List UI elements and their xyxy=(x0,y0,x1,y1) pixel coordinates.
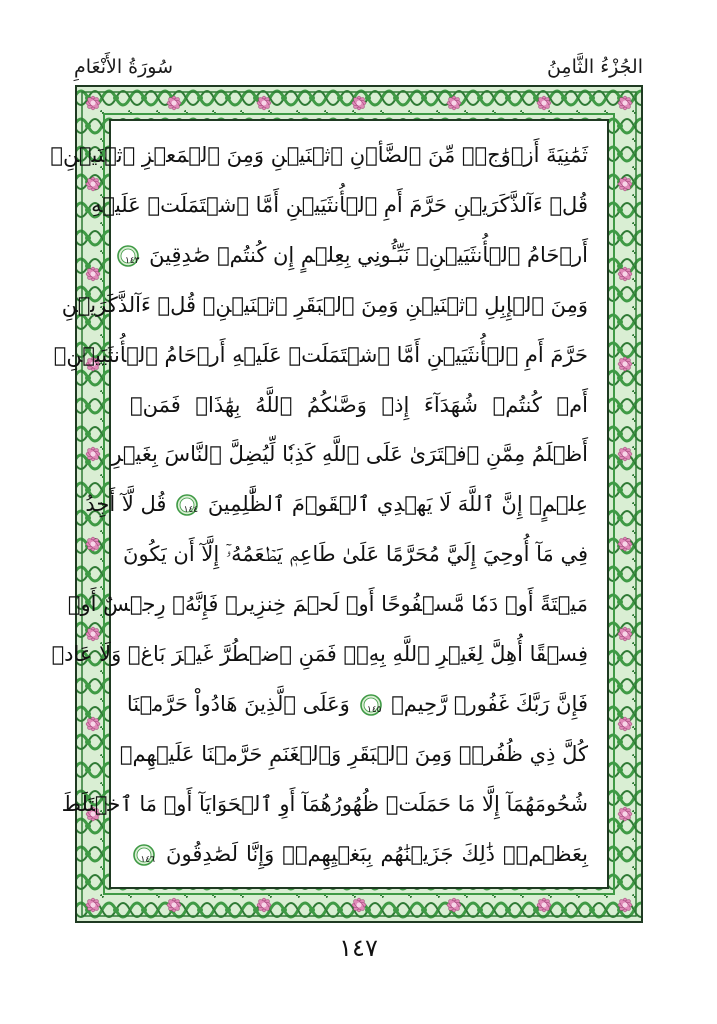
verse-line xyxy=(61,779,588,829)
verse-text: وَمِنَ ٱلۡإِبِلِ ٱثۡنَيۡنِ وَمِنَ ٱلۡبَقَرِ ٱثۡنَيۡنِۗ قُلۡ ءَآلذَّكَرَيۡنِ xyxy=(61,292,588,317)
flower-ornament xyxy=(257,96,271,110)
verse-text: كُلَّ ذِي ظُفُرٖۖ وَمِنَ ٱلۡبَقَرِ وَٱلۡغَنَمِ حَرَّمۡنَا عَلَيۡهِمۡ xyxy=(119,741,588,766)
ayah-number: ١٤٤ xyxy=(183,505,199,516)
verse-text: بِعَظۡمٖۚ ذَٰلِكَ جَزَيۡنَٰهُم بِبَغۡيِهِمۡۖ وَإِنَّا لَصَٰدِقُونَ xyxy=(166,841,588,866)
flower-ornament xyxy=(86,96,100,110)
ayah-number-marker xyxy=(360,694,382,716)
flower-ornament xyxy=(86,447,100,461)
flower-ornament xyxy=(86,267,100,281)
verse-line xyxy=(85,479,588,529)
ayah-number-marker xyxy=(176,494,198,516)
flower-ornament xyxy=(618,717,632,731)
verse-line xyxy=(111,429,588,479)
surah-name: سُورَةُ الأَنْعَامِ xyxy=(74,56,174,78)
verse-line xyxy=(67,579,588,629)
flower-ornament xyxy=(167,898,181,912)
verse-line xyxy=(119,729,588,779)
quran-text xyxy=(50,130,588,878)
page-number: ١٤٧ xyxy=(339,934,378,962)
flower-ornament xyxy=(618,357,632,371)
verse-line xyxy=(126,679,588,729)
verse-line xyxy=(50,130,588,180)
verse-line xyxy=(51,629,588,679)
verse-text: وَعَلَى ٱلَّذِينَ هَادُواْ حَرَّمۡنَا xyxy=(126,691,350,716)
verse-text: مَيۡتَةً أَوۡ دَمٗا مَّسۡفُوحًا أَوۡ لَحۡمَ خِنزِيرٖ فَإِنَّهُۥ رِجۡسٌ أَوۡ xyxy=(67,592,588,617)
verse-text: أَرۡحَامُ ٱلۡأُنثَيَيۡنِۖ نَبِّـُٔونِي بِعِلۡمٍ إِن كُنتُمۡ صَٰدِقِينَ xyxy=(149,242,588,267)
ayah-number: ١٤٦ xyxy=(140,854,155,865)
flower-ornament xyxy=(447,96,461,110)
ayah-number-marker xyxy=(133,844,155,866)
verse-line xyxy=(91,180,588,230)
verse-text: ثَمَٰنِيَةَ أَزۡوَٰجٖۖ مِّنَ ٱلضَّأۡنِ ٱثۡنَيۡنِ وَمِنَ ٱلۡمَعۡزِ ٱثۡنَيۡنِۗ xyxy=(50,143,588,167)
verse-text: شُحُومَهُمَآ إِلَّا مَا حَمَلَتۡ ظُهُورُهُمَآ أَوِ ٱلۡحَوَايَآ أَوۡ مَا ٱخۡتَلَطَ xyxy=(61,791,588,816)
flower-ornament xyxy=(618,537,632,551)
ayah-number-marker xyxy=(117,245,139,267)
verse-text: فِسۡقًا أُهِلَّ لِغَيۡرِ ٱللَّهِ بِهِۦۚ فَمَنِ ٱضۡطُرَّ غَيۡرَ بَاغٖ وَلَا عَادٖ xyxy=(51,642,588,666)
flower-ornament xyxy=(618,807,632,821)
verse-line xyxy=(130,829,588,879)
flower-ornament xyxy=(537,898,551,912)
verse-text: حَرَّمَ أَمِ ٱلۡأُنثَيَيۡنِ أَمَّا ٱشۡتَمَلَتۡ عَلَيۡهِ أَرۡحَامُ ٱلۡأُنثَيَيۡنِۖ xyxy=(53,342,588,367)
flower-ornament xyxy=(618,267,632,281)
verse-text: فِي مَآ أُوحِيَ إِلَيَّ مُحَرَّمًا عَلَىٰ طَاعِمٖ يَطۡعَمُهُۥٓ إِلَّآ أَن يَكُونَ xyxy=(123,542,588,567)
flower-ornament xyxy=(618,96,632,110)
flower-ornament xyxy=(618,177,632,191)
verse-line xyxy=(123,529,588,579)
verse-text: أَمۡ كُنتُمۡ شُهَدَآءَ إِذۡ وَصَّىٰكُمُ ٱللَّهُ بِهَٰذَاۚ فَمَنۡ xyxy=(130,392,588,417)
flower-ornament xyxy=(86,537,100,551)
flower-ornament xyxy=(86,717,100,731)
flower-ornament xyxy=(618,627,632,641)
ayah-number: ١٤٥ xyxy=(366,704,382,715)
verse-text: عِلۡمٍۚ إِنَّ ٱللَّهَ لَا يَهۡدِي ٱلۡقَوۡمَ ٱلظَّٰلِمِينَ xyxy=(207,492,588,517)
flower-ornament xyxy=(447,898,461,912)
verse-line xyxy=(130,380,588,430)
ayah-number: ١٤٣ xyxy=(124,255,140,266)
verse-line xyxy=(61,280,588,330)
flower-ornament xyxy=(167,96,181,110)
flower-ornament xyxy=(352,96,366,110)
verse-text: أَظۡلَمُ مِمَّنِ ٱفۡتَرَىٰ عَلَى ٱللَّهِ كَذِبٗا لِّيُضِلَّ ٱلنَّاسَ بِغَيۡرِ xyxy=(111,442,588,467)
flower-ornament xyxy=(257,898,271,912)
verse-line xyxy=(124,230,588,280)
flower-ornament xyxy=(86,898,100,912)
flower-ornament xyxy=(537,96,551,110)
verse-text: قُلۡ ءَآلذَّكَرَيۡنِ حَرَّمَ أَمِ ٱلۡأُنثَيَيۡنِ أَمَّا ٱشۡتَمَلَتۡ عَلَيۡهِ xyxy=(91,192,588,217)
verse-text: قُل لَّآ أَجِدُ xyxy=(85,492,167,517)
flower-ornament xyxy=(618,898,632,912)
verse-line xyxy=(53,330,588,380)
flower-ornament xyxy=(618,447,632,461)
juz-name: الجُزْءُ الثَّامِنُ xyxy=(546,56,643,78)
page-header xyxy=(0,44,717,84)
verse-text: فَإِنَّ رَبَّكَ غَفُورٞ رَّحِيمٞ xyxy=(391,691,588,716)
flower-ornament xyxy=(352,898,366,912)
